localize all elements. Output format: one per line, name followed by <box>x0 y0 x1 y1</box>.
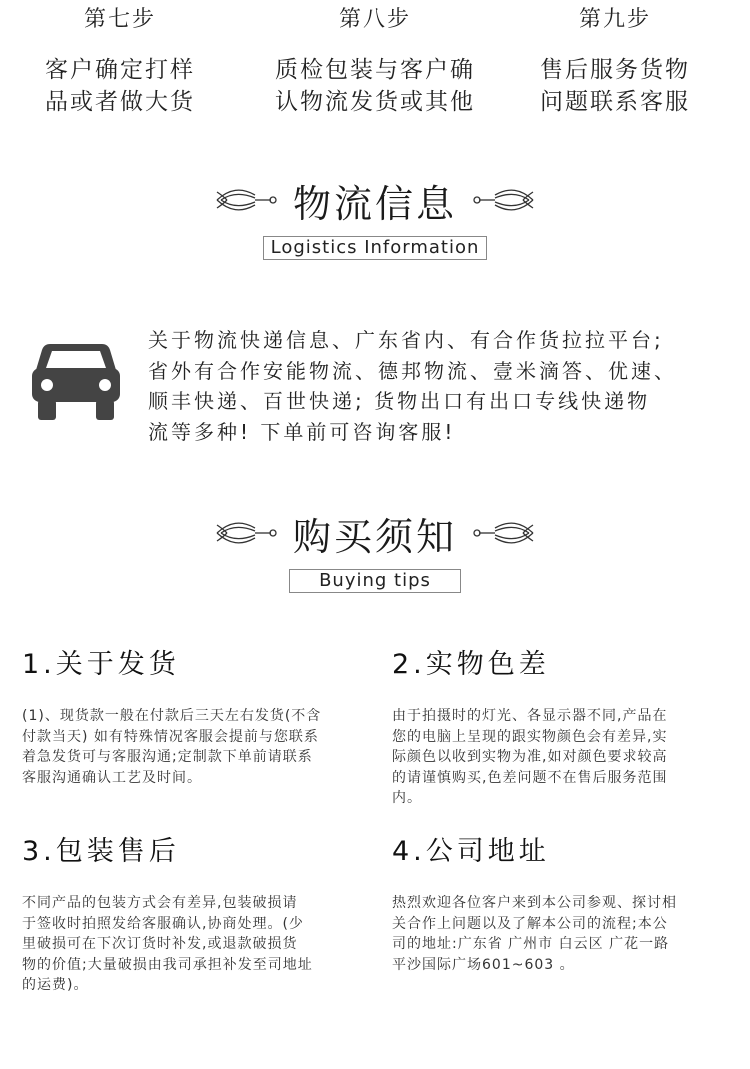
tip-line: 您的电脑上呈现的跟实物颜色会有差异,实 <box>392 728 668 745</box>
tip-shipping <box>22 649 367 788</box>
logistics-line: 关于物流快递信息、广东省内、有合作货拉拉平台; <box>148 328 664 352</box>
step-title: 第七步 <box>83 7 156 32</box>
step-description-line: 客户确定打样 <box>45 57 195 83</box>
logistics-subtitle: Logistics Information <box>270 237 480 258</box>
step-title: 第九步 <box>578 7 651 32</box>
tip-line: 的请谨慎购买,色差问题不在售后服务范围 <box>392 769 668 786</box>
tip-line: 于签收时拍照发给客服确认,协商处理。(少 <box>22 915 304 932</box>
flourish-ornament-icon <box>215 516 279 550</box>
step-description-line: 售后服务货物 <box>540 57 690 83</box>
tip-company-address <box>392 836 737 975</box>
logistics-section-header <box>0 170 750 260</box>
tip-line: 由于拍摄时的灯光、各显示器不同,产品在 <box>392 708 668 724</box>
tip-line: 关合作上问题以及了解本公司的流程;本公 <box>392 915 668 932</box>
logistics-line: 省外有合作安能物流、德邦物流、壹米滴答、优速、 <box>148 358 677 383</box>
tip-line: 的运费)。 <box>22 977 89 993</box>
tip-body <box>392 706 737 809</box>
tip-line: 热烈欢迎各位客户来到本公司参观、探讨相 <box>392 895 677 911</box>
buying-subtitle-box <box>289 569 461 593</box>
tip-title: 4.公司地址 <box>392 836 550 867</box>
logistics-title: 物流信息 <box>292 181 457 226</box>
tip-line: 不同产品的包装方式会有差异,包装破损请 <box>22 895 298 911</box>
tip-line: 际颜色以收到实物为准,如对颜色要求较高 <box>392 749 668 765</box>
tip-line: 物的价值;大量破损由我司承担补发至司地址 <box>22 956 313 973</box>
tip-line: 平沙国际广场601~603 。 <box>392 956 575 973</box>
tip-title: 1.关于发货 <box>22 649 180 680</box>
logistics-description <box>148 325 728 447</box>
step-description-line: 认物流发货或其他 <box>275 89 475 115</box>
tip-color-difference <box>392 649 737 809</box>
flourish-ornament-icon <box>215 183 279 217</box>
step-description-line: 问题联系客服 <box>540 89 690 115</box>
buying-title: 购买须知 <box>292 514 457 559</box>
step-description-line: 质检包装与客户确 <box>275 57 475 83</box>
step-description <box>0 54 240 118</box>
car-icon <box>30 340 122 424</box>
step-description <box>255 54 495 118</box>
tip-line: 内。 <box>392 790 422 806</box>
logistics-line: 流等多种! 下单前可咨询客服! <box>148 419 456 444</box>
logistics-subtitle-box <box>263 236 488 260</box>
tip-title: 2.实物色差 <box>392 649 550 680</box>
tip-packaging <box>22 836 367 996</box>
buying-section-header <box>0 503 750 593</box>
logistics-line: 顺丰快递、百世快递; 货物出口有出口专线快递物 <box>148 389 651 413</box>
tip-body <box>22 706 367 788</box>
tip-line: (1)、现货款一般在付款后三天左右发货(不含 <box>22 708 322 724</box>
step-nine <box>495 0 735 118</box>
tip-body <box>392 893 737 975</box>
tip-line: 司的地址:广东省 广州市 白云区 广花一路 <box>392 936 670 952</box>
buying-subtitle: Buying tips <box>319 570 431 591</box>
tip-body <box>22 893 367 996</box>
step-description-line: 品或者做大货 <box>45 89 195 115</box>
tip-line: 付款当天) 如有特殊情况客服会提前与您联系 <box>22 728 319 745</box>
step-eight <box>255 0 495 118</box>
step-title: 第八步 <box>338 7 411 32</box>
step-description <box>495 54 735 118</box>
flourish-ornament-icon <box>471 516 535 550</box>
step-seven <box>0 0 240 118</box>
tip-line: 客服沟通确认工艺及时间。 <box>22 769 202 786</box>
tip-line: 着急发货可与客服沟通;定制款下单前请联系 <box>22 749 313 765</box>
flourish-ornament-icon <box>471 183 535 217</box>
tip-line: 里破损可在下次订货时补发,或退款破损货 <box>22 936 298 952</box>
tip-title: 3.包装售后 <box>22 836 180 867</box>
